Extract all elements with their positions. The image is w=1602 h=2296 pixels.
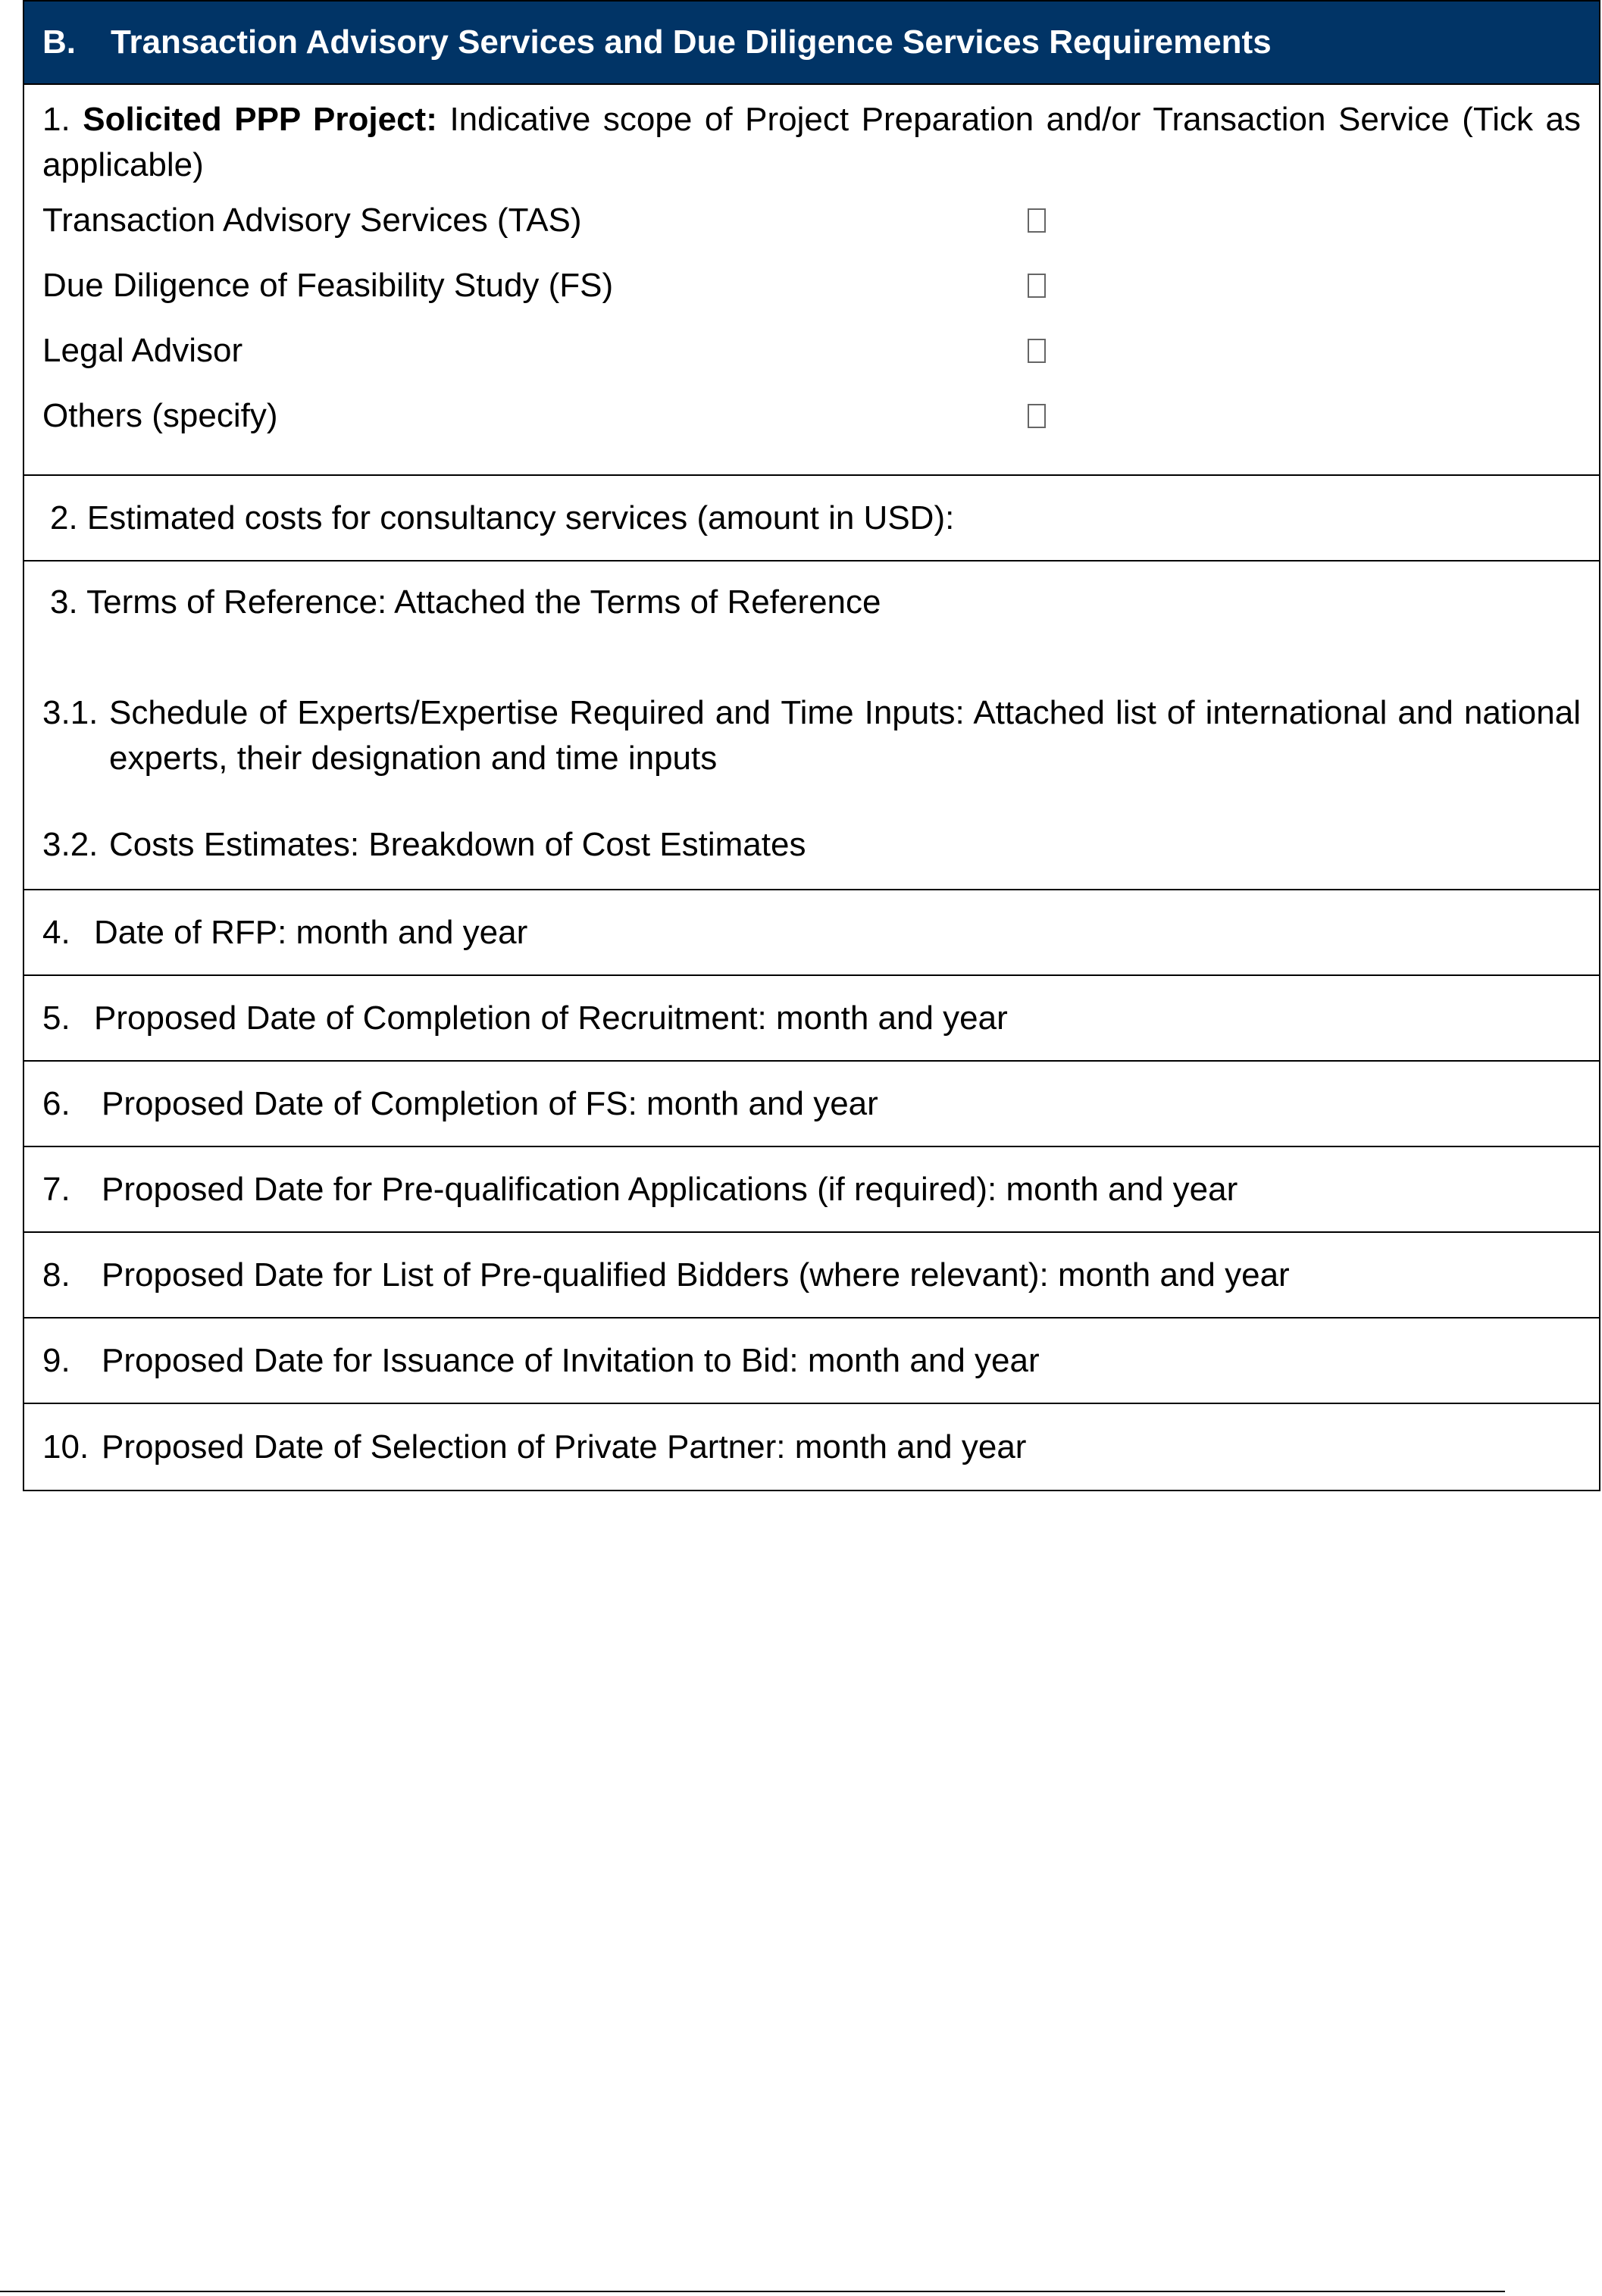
requirements-form	[23, 0, 1600, 1491]
option-label: Others (specify)	[42, 397, 278, 434]
date-of-rfp-text: Date of RFP: month and year	[94, 913, 528, 951]
prequalified-bidders-text: Proposed Date for List of Pre-qualified Bidders (where relevant): month and year	[102, 1256, 1290, 1293]
footer-divider	[0, 2291, 1505, 2292]
tas-checkbox[interactable]	[1028, 208, 1046, 233]
estimated-costs-row	[24, 476, 1599, 561]
section-header	[24, 0, 1599, 85]
solicited-ppp-section	[24, 85, 1599, 476]
date-of-rfp-row	[24, 890, 1599, 976]
prequalified-bidders-row	[24, 1233, 1599, 1318]
item-number: 8.	[42, 1256, 70, 1293]
cost-estimates-text: Costs Estimates: Breakdown of Cost Estimates	[109, 826, 806, 863]
solicited-ppp-description: Indicative scope of Project Preparation and/or Transaction Service (Tick as applicable)	[42, 101, 1582, 183]
selection-private-partner-text: Proposed Date of Selection of Private Partner: month and year	[102, 1428, 1027, 1465]
section-title: Transaction Advisory Services and Due Diligence Services Requirements	[111, 23, 1272, 61]
item-number: 10.	[42, 1428, 89, 1465]
item-number: 7.	[42, 1170, 70, 1208]
selection-private-partner-row	[24, 1404, 1599, 1490]
solicited-ppp-intro	[42, 97, 1581, 188]
option-label: Due Diligence of Feasibility Study (FS)	[42, 267, 614, 304]
estimated-costs-text: 2. Estimated costs for consultancy services (amount in USD):	[50, 499, 955, 536]
completion-recruitment-row	[24, 976, 1599, 1062]
option-label: Legal Advisor	[42, 332, 243, 369]
item-number: 4.	[42, 913, 70, 951]
invitation-to-bid-text: Proposed Date for Issuance of Invitation to Bid: month and year	[102, 1341, 1040, 1379]
item-number: 3.2.	[42, 826, 99, 863]
due-diligence-fs-checkbox[interactable]	[1028, 274, 1046, 298]
option-tas[interactable]	[42, 188, 1581, 253]
option-label: Transaction Advisory Services (TAS)	[42, 202, 582, 239]
completion-recruitment-text: Proposed Date of Completion of Recruitment: month and year	[94, 999, 1008, 1037]
prequalification-applications-row	[24, 1147, 1599, 1233]
item-number: 9.	[42, 1341, 70, 1379]
others-checkbox[interactable]	[1028, 404, 1046, 428]
terms-of-reference-title: 3. Terms of Reference: Attached the Terms of Reference	[50, 583, 881, 621]
schedule-of-experts-text: Schedule of Experts/Expertise Required and Time Inputs: Attached list of international and national experts, their designation and time inputs	[109, 694, 1581, 777]
solicited-ppp-label: Solicited PPP Project:	[83, 101, 437, 138]
prequalification-applications-text: Proposed Date for Pre-qualification Applications (if required): month and year	[102, 1170, 1238, 1208]
item-number: 1.	[42, 101, 70, 138]
completion-fs-text: Proposed Date of Completion of FS: month and year	[102, 1084, 878, 1122]
section-letter: B.	[42, 23, 76, 61]
cost-estimates-item	[42, 822, 1581, 868]
legal-advisor-checkbox[interactable]	[1028, 339, 1046, 363]
schedule-of-experts-item	[42, 690, 1581, 781]
option-others[interactable]	[42, 383, 1581, 449]
option-due-diligence-fs[interactable]	[42, 253, 1581, 318]
item-number: 5.	[42, 999, 70, 1037]
terms-of-reference-section	[24, 561, 1599, 890]
option-legal-advisor[interactable]	[42, 318, 1581, 383]
invitation-to-bid-row	[24, 1318, 1599, 1404]
completion-fs-row	[24, 1062, 1599, 1147]
item-number: 6.	[42, 1084, 70, 1122]
item-number: 3.1.	[42, 694, 99, 731]
